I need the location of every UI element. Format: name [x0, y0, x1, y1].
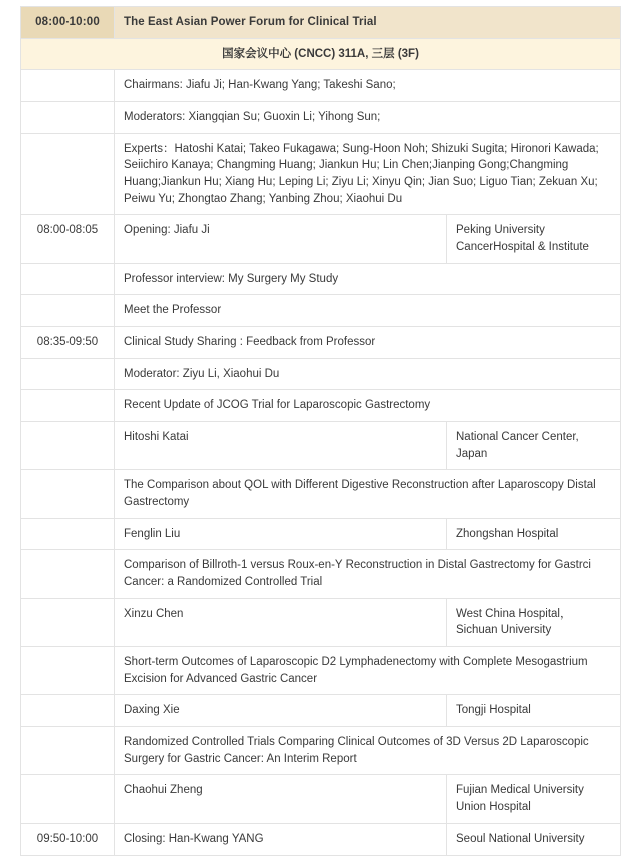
time-cell-empty: [21, 550, 115, 598]
table-row: [21, 470, 621, 518]
talk2-affiliation-cell: Zhongshan Hospital: [447, 518, 621, 550]
talk1-speaker-cell: Hitoshi Katai: [115, 422, 447, 470]
experts-cell: Experts：Hatoshi Katai; Takeo Fukagawa; Sung-Hoon Noh; Shizuki Sugita; Hironori Kawada; Seiichiro Kanaya; Changming Huang; Jiankun Hu; Lin Chen;Jianping Gong;Changming Huang;Jiankun Hu; Xiang Hu; Leping Li; Ziyu Li; Xinyu Qin; Jian Suo; Liguo Tian; Zekuan Xu; Peiwu Yu; Zhongtao Zhang; Yanbing Zhou; Xiaohui Du: [115, 133, 621, 215]
time-cell-empty: [21, 70, 115, 102]
talk1-affiliation-cell: National Cancer Center, Japan: [447, 422, 621, 470]
talk3-speaker-cell: Xinzu Chen: [115, 598, 447, 646]
chairmans-cell: Chairmans: Jiafu Ji; Han-Kwang Yang; Takeshi Sano;: [115, 70, 621, 102]
table-row: [21, 518, 621, 550]
table-row: [21, 358, 621, 390]
table-row: [21, 133, 621, 215]
opening-title-cell: Opening: Jiafu Ji: [115, 215, 447, 263]
table-row: [21, 327, 621, 359]
session-header-row: [21, 7, 621, 39]
talk1-title-cell: Recent Update of JCOG Trial for Laparoscopic Gastrectomy: [115, 390, 621, 422]
time-cell-empty: [21, 727, 115, 775]
table-row: [21, 695, 621, 727]
venue-label: 国家会议中心 (CNCC) 311A, 三层 (3F): [21, 38, 621, 70]
sharing-title-cell: Clinical Study Sharing : Feedback from Professor: [115, 327, 621, 359]
table-row: [21, 647, 621, 695]
session-title: The East Asian Power Forum for Clinical Trial: [115, 7, 621, 39]
time-cell-empty: [21, 263, 115, 295]
table-row: [21, 727, 621, 775]
table-row: [21, 390, 621, 422]
table-row: [21, 215, 621, 263]
time-cell-empty: [21, 102, 115, 134]
sharing-moderator-cell: Moderator: Ziyu Li, Xiaohui Du: [115, 358, 621, 390]
talk4-speaker-cell: Daxing Xie: [115, 695, 447, 727]
time-cell-sharing: 08:35-09:50: [21, 327, 115, 359]
time-cell-empty: [21, 358, 115, 390]
talk2-speaker-cell: Fenglin Liu: [115, 518, 447, 550]
talk4-title-cell: Short-term Outcomes of Laparoscopic D2 Lymphadenectomy with Complete Mesogastrium Excision for Advanced Gastric Cancer: [115, 647, 621, 695]
moderators-cell: Moderators: Xiangqian Su; Guoxin Li; Yihong Sun;: [115, 102, 621, 134]
table-row: [21, 550, 621, 598]
talk5-affiliation-cell: Fujian Medical University Union Hospital: [447, 775, 621, 823]
talk4-affiliation-cell: Tongji Hospital: [447, 695, 621, 727]
table-row: [21, 70, 621, 102]
table-row: [21, 102, 621, 134]
time-cell-empty: [21, 390, 115, 422]
talk3-affiliation-cell: West China Hospital，Sichuan University: [447, 598, 621, 646]
agenda-table: [20, 6, 621, 856]
closing-affiliation-cell: Seoul National University: [447, 823, 621, 855]
professor-interview-cell: Professor interview: My Surgery My Study: [115, 263, 621, 295]
time-cell-empty: [21, 518, 115, 550]
talk3-title-cell: Comparison of Billroth-1 versus Roux-en-Y Reconstruction in Distal Gastrectomy for Gastrci Cancer: a Randomized Controlled Trial: [115, 550, 621, 598]
table-row: [21, 422, 621, 470]
time-cell-empty: [21, 422, 115, 470]
session-time-range: 08:00-10:00: [21, 7, 115, 39]
time-cell-empty: [21, 775, 115, 823]
time-cell-closing: 09:50-10:00: [21, 823, 115, 855]
time-cell-empty: [21, 133, 115, 215]
meet-professor-cell: Meet the Professor: [115, 295, 621, 327]
time-cell-empty: [21, 295, 115, 327]
talk2-title-cell: The Comparison about QOL with Different Digestive Reconstruction after Laparoscopy Distal Gastrectomy: [115, 470, 621, 518]
table-row: [21, 598, 621, 646]
opening-affiliation-cell: Peking University CancerHospital & Institute: [447, 215, 621, 263]
talk5-title-cell: Randomized Controlled Trials Comparing Clinical Outcomes of 3D Versus 2D Laparoscopic Surgery for Gastric Cancer: An Interim Report: [115, 727, 621, 775]
closing-title-cell: Closing: Han-Kwang YANG: [115, 823, 447, 855]
table-row: [21, 823, 621, 855]
venue-row: [21, 38, 621, 70]
time-cell-empty: [21, 695, 115, 727]
time-cell-empty: [21, 647, 115, 695]
table-row: [21, 295, 621, 327]
talk5-speaker-cell: Chaohui Zheng: [115, 775, 447, 823]
time-cell-empty: [21, 598, 115, 646]
table-row: [21, 263, 621, 295]
time-cell-opening: 08:00-08:05: [21, 215, 115, 263]
table-row: [21, 775, 621, 823]
time-cell-empty: [21, 470, 115, 518]
